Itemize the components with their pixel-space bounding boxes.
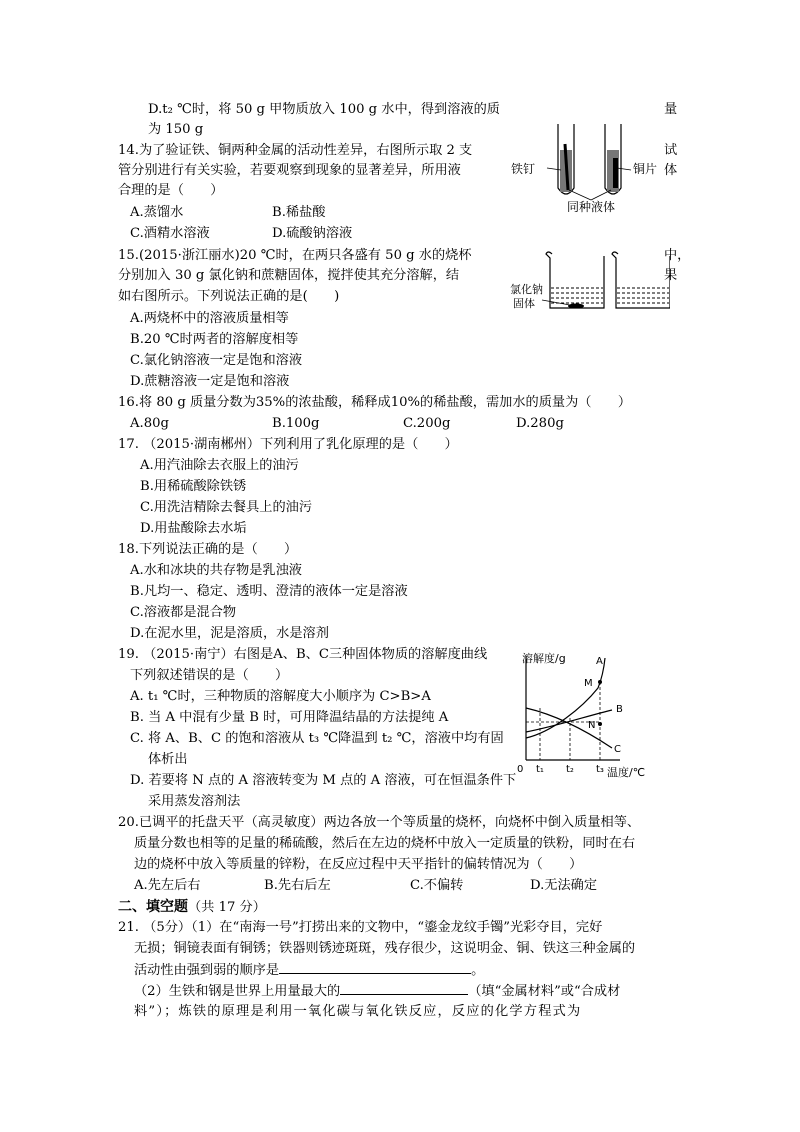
q19-solubility-curve-figure — [512, 648, 662, 778]
q13-option-d-line1-tail: 量 — [664, 102, 678, 117]
q21-line3-text: 活动性由强到弱的顺序是 — [134, 963, 280, 978]
q14-label-copper: 铜片 — [633, 162, 658, 176]
q14-option-c: C.酒精水溶液 — [130, 226, 210, 241]
q21-line4-text-b: （填“金属材料”或“合成材 — [468, 984, 621, 999]
q15-stem-line2-tail: 果 — [664, 268, 678, 283]
q20-option-c: C.不偏转 — [410, 878, 464, 893]
q15-stem-line2: 分别加入 30 g 氯化钠和蔗糖固体，搅拌使其充分溶解，结 — [118, 268, 460, 283]
q18-option-b: B.凡均一、稳定、透明、澄清的液体一定是溶液 — [130, 584, 408, 599]
q15-option-c: C.氯化钠溶液一定是饱和溶液 — [130, 353, 303, 368]
q19-origin: 0 — [517, 764, 524, 775]
q16-option-a: A.80g — [130, 416, 169, 431]
q14-stem-line3: 合理的是（ ） — [118, 183, 224, 198]
q21-answer-blank-1[interactable] — [279, 960, 471, 974]
q19-xlabel: 温度/℃ — [607, 766, 646, 778]
q18-stem: 18.下列说法正确的是（ ） — [118, 542, 298, 557]
q17-stem: 17. （2015·湖南郴州）下列利用了乳化原理的是（ ） — [118, 437, 458, 452]
q19-point-n-label: N — [588, 720, 596, 731]
q21-line4-text-a: （2）生铁和钢是世界上用量最大的 — [134, 984, 341, 999]
q14-label-liquid: 同种液体 — [567, 200, 616, 214]
q21-line4 — [134, 981, 620, 1002]
q16-option-b: B.100g — [272, 416, 320, 431]
q19-option-a: A. t₁ ℃时，三种物质的溶解度大小顺序为 C>B>A — [130, 689, 431, 704]
q16-option-d: D.280g — [516, 416, 564, 431]
q17-option-d: D.用盐酸除去水垢 — [140, 521, 247, 536]
q21-line5: 料”）；炼铁的原理是利用一氧化碳与氧化铁反应，反应的化学方程式为 — [134, 1004, 582, 1019]
q21-line2: 无损；铜镜表面有铜锈；铁器则锈迹斑斑，残存很少，这说明金、铜、铁这三种金属的 — [134, 941, 636, 956]
q14-stem-line1-tail: 试 — [664, 143, 678, 158]
q19-curve-a-label: A — [596, 656, 603, 667]
q15-label-nacl-1: 氯化钠 — [510, 283, 543, 296]
q20-stem-line3: 边的烧杯中放入等质量的锌粉，在反应过程中天平指针的偏转情况为（ ） — [134, 857, 583, 872]
q20-stem-line1: 20.已调平的托盘天平（高灵敏度）两边各放一个等质量的烧杯，向烧杯中倒入质量相等、 — [118, 815, 641, 830]
q15-label-nacl-2: 固体 — [513, 297, 535, 310]
q13-option-d-line2: 为 150 g — [148, 122, 204, 137]
q14-option-d: D.硫酸钠溶液 — [272, 226, 353, 241]
q15-option-d: D.蔗糖溶液一定是饱和溶液 — [130, 374, 290, 389]
section-score: （共 17 分） — [188, 900, 266, 915]
q19-curve-c-label: C — [614, 744, 621, 755]
q19-stem-line2: 下列叙述错误的是（ ） — [130, 668, 289, 683]
q13-option-d-line1: D.t₂ ℃时，将 50 g 甲物质放入 100 g 水中，得到溶液的质 — [148, 102, 500, 117]
q20-option-b: B.先右后左 — [264, 878, 331, 893]
q15-stem-line1: 15.(2015·浙江丽水)20 ℃时，在两只各盛有 50 g 水的烧杯 — [118, 248, 472, 263]
section-heading — [118, 897, 266, 918]
q21-line3-end: 。 — [471, 963, 485, 978]
q19-tick-t1: t₁ — [536, 764, 544, 775]
q14-label-iron-nail: 铁钉 — [511, 162, 536, 176]
q18-option-a: A.水和冰块的共存物是乳浊液 — [130, 563, 302, 578]
q15-stem-line3: 如右图所示。下列说法正确的是( ) — [118, 289, 340, 304]
q15-stem-line1-tail: 中， — [664, 248, 691, 263]
q15-option-b: B.20 ℃时两者的溶解度相等 — [130, 332, 299, 347]
q19-curve-b-label: B — [616, 704, 623, 715]
q14-stem-line1: 14.为了验证铁、铜两种金属的活动性差异，右图所示取 2 支 — [118, 143, 473, 158]
q21-answer-blank-2[interactable] — [340, 981, 468, 995]
q14-option-b: B.稀盐酸 — [272, 205, 326, 220]
q17-option-c: C.用洗洁精除去餐具上的油污 — [140, 500, 313, 515]
q19-ylabel: 溶解度/g — [522, 652, 566, 665]
q20-option-d: D.无法确定 — [530, 878, 598, 893]
q14-stem-line2: 管分别进行有关实验，若要观察到现象的显著差异，所用液 — [118, 163, 461, 178]
q17-option-a: A.用汽油除去衣服上的油污 — [140, 458, 299, 473]
q20-stem-line2: 质量分数也相等的足量的稀硫酸，然后在左边的烧杯中放入一定质量的铁粉，同时在右 — [134, 836, 636, 851]
q17-option-b: B.用稀硫酸除铁锈 — [140, 479, 247, 494]
section-title: 二、填空题 — [118, 899, 188, 915]
q21-line1: 21. （5分）（1）在“南海一号”打捞出来的文物中，“鎏金龙纹手镯”光彩夺目，完好 — [118, 920, 603, 935]
q19-stem-line1: 19. （2015·南宁）右图是A、B、C三种固体物质的溶解度曲线 — [118, 647, 488, 662]
q14-option-a: A.蒸馏水 — [130, 205, 184, 220]
q18-option-d: D.在泥水里，泥是溶质，水是溶剂 — [130, 626, 329, 641]
q14-stem-line2-tail: 体 — [664, 163, 678, 178]
q19-option-c-line2: 体析出 — [148, 752, 188, 767]
q19-option-d-line1: D. 若要将 N 点的 A 溶液转变为 M 点的 A 溶液，可在恒温条件下 — [130, 773, 517, 788]
q19-tick-t3: t₃ — [596, 764, 604, 775]
q14-test-tubes-figure — [505, 118, 660, 218]
q19-option-b: B. 当 A 中混有少量 B 时，可用降温结晶的方法提纯 A — [130, 710, 449, 725]
q20-option-a: A.先左后右 — [134, 878, 201, 893]
q19-option-c-line1: C. 将 A、B、C 的饱和溶液从 t₃ ℃降温到 t₂ ℃，溶液中均有固 — [130, 731, 504, 746]
q16-option-c: C.200g — [403, 416, 451, 431]
q19-option-d-line2: 采用蒸发溶剂法 — [148, 794, 241, 809]
q19-point-m-label: M — [584, 678, 593, 689]
q16-stem: 16.将 80 g 质量分数为35%的浓盐酸，稀释成10%的稀盐酸，需加水的质量为（ ） — [118, 395, 632, 410]
q15-beakers-figure — [510, 248, 670, 316]
q15-option-a: A.两烧杯中的溶液质量相等 — [130, 311, 289, 326]
q21-line3 — [134, 960, 484, 981]
q19-tick-t2: t₂ — [566, 764, 574, 775]
q18-option-c: C.溶液都是混合物 — [130, 605, 237, 620]
